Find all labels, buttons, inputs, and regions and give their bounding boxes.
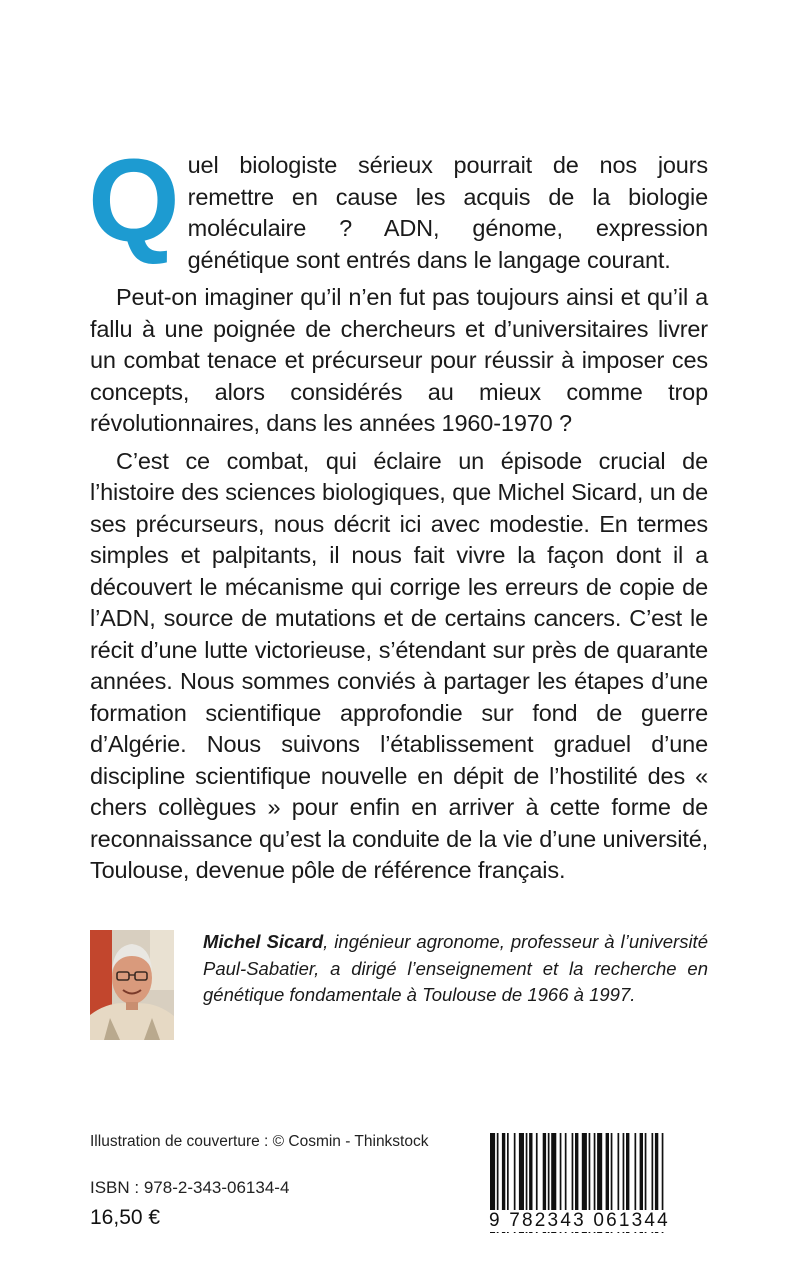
author-bio-text: , ingénieur agronome, professeur à l’université Paul-Sabatier, a dirigé l’enseignement et la recherche en génétique fondamentale à Toulouse de 1966 à 1997. bbox=[203, 931, 708, 1005]
author-name: Michel Sicard bbox=[203, 931, 324, 952]
back-cover-blurb bbox=[88, 135, 708, 893]
author-portrait-image bbox=[90, 930, 174, 1040]
price: 16,50 € bbox=[90, 1206, 161, 1229]
author-photo bbox=[90, 930, 174, 1040]
blurb-paragraph-2: Peut-on imaginer qu’il n’en fut pas toujours ainsi et qu’il a fallu à une poignée de chercheurs et d’universitaires livrer un combat tenace et précurseur pour réussir à imposer ces concepts, alors considérés au mieux comme trop révolutionnaires, dans les années 1960-1970 ? bbox=[90, 284, 708, 436]
blurb-paragraph-1-text: uel biologiste sérieux pourrait de nos jours remettre en cause les acquis de la biologie moléculaire ? ADN, génome, expression génétique sont entrés dans le langage courant. bbox=[187, 152, 708, 273]
blurb-paragraph-1 bbox=[88, 135, 708, 276]
isbn: ISBN : 978-2-343-06134-4 bbox=[90, 1178, 290, 1197]
cover-illustration-credit: Illustration de couverture : © Cosmin - Thinkstock bbox=[90, 1133, 429, 1150]
drop-cap: Q bbox=[88, 135, 180, 267]
author-bio bbox=[203, 929, 708, 1009]
barcode-digits: 9 782343 061344 bbox=[489, 1210, 709, 1232]
blurb-paragraph-3: C’est ce combat, qui éclaire un épisode crucial de l’histoire des sciences biologiques, que Michel Sicard, un de ses précurseurs, nous décrit ici avec modestie. En termes simples et palpitants, il nous fait vivre la façon dont il a découvert le mécanisme qui corrige les erreurs de copie de l’ADN, source de mutations et de certains cancers. C’est le récit d’une lutte victorieuse, s’étendant sur près de quarante années. Nous sommes conviés à partager les étapes d’une formation scientifique approfondie sur fond de guerre d’Algérie. Nous suivons l’établissement graduel d’une discipline scientifique nouvelle en dépit de l’hostilité des « chers collègues » pour enfin en arriver à cette forme de reconnaissance qu’est la conduite de la vie d’une université, Toulouse, devenue pôle de référence français. bbox=[90, 447, 708, 883]
